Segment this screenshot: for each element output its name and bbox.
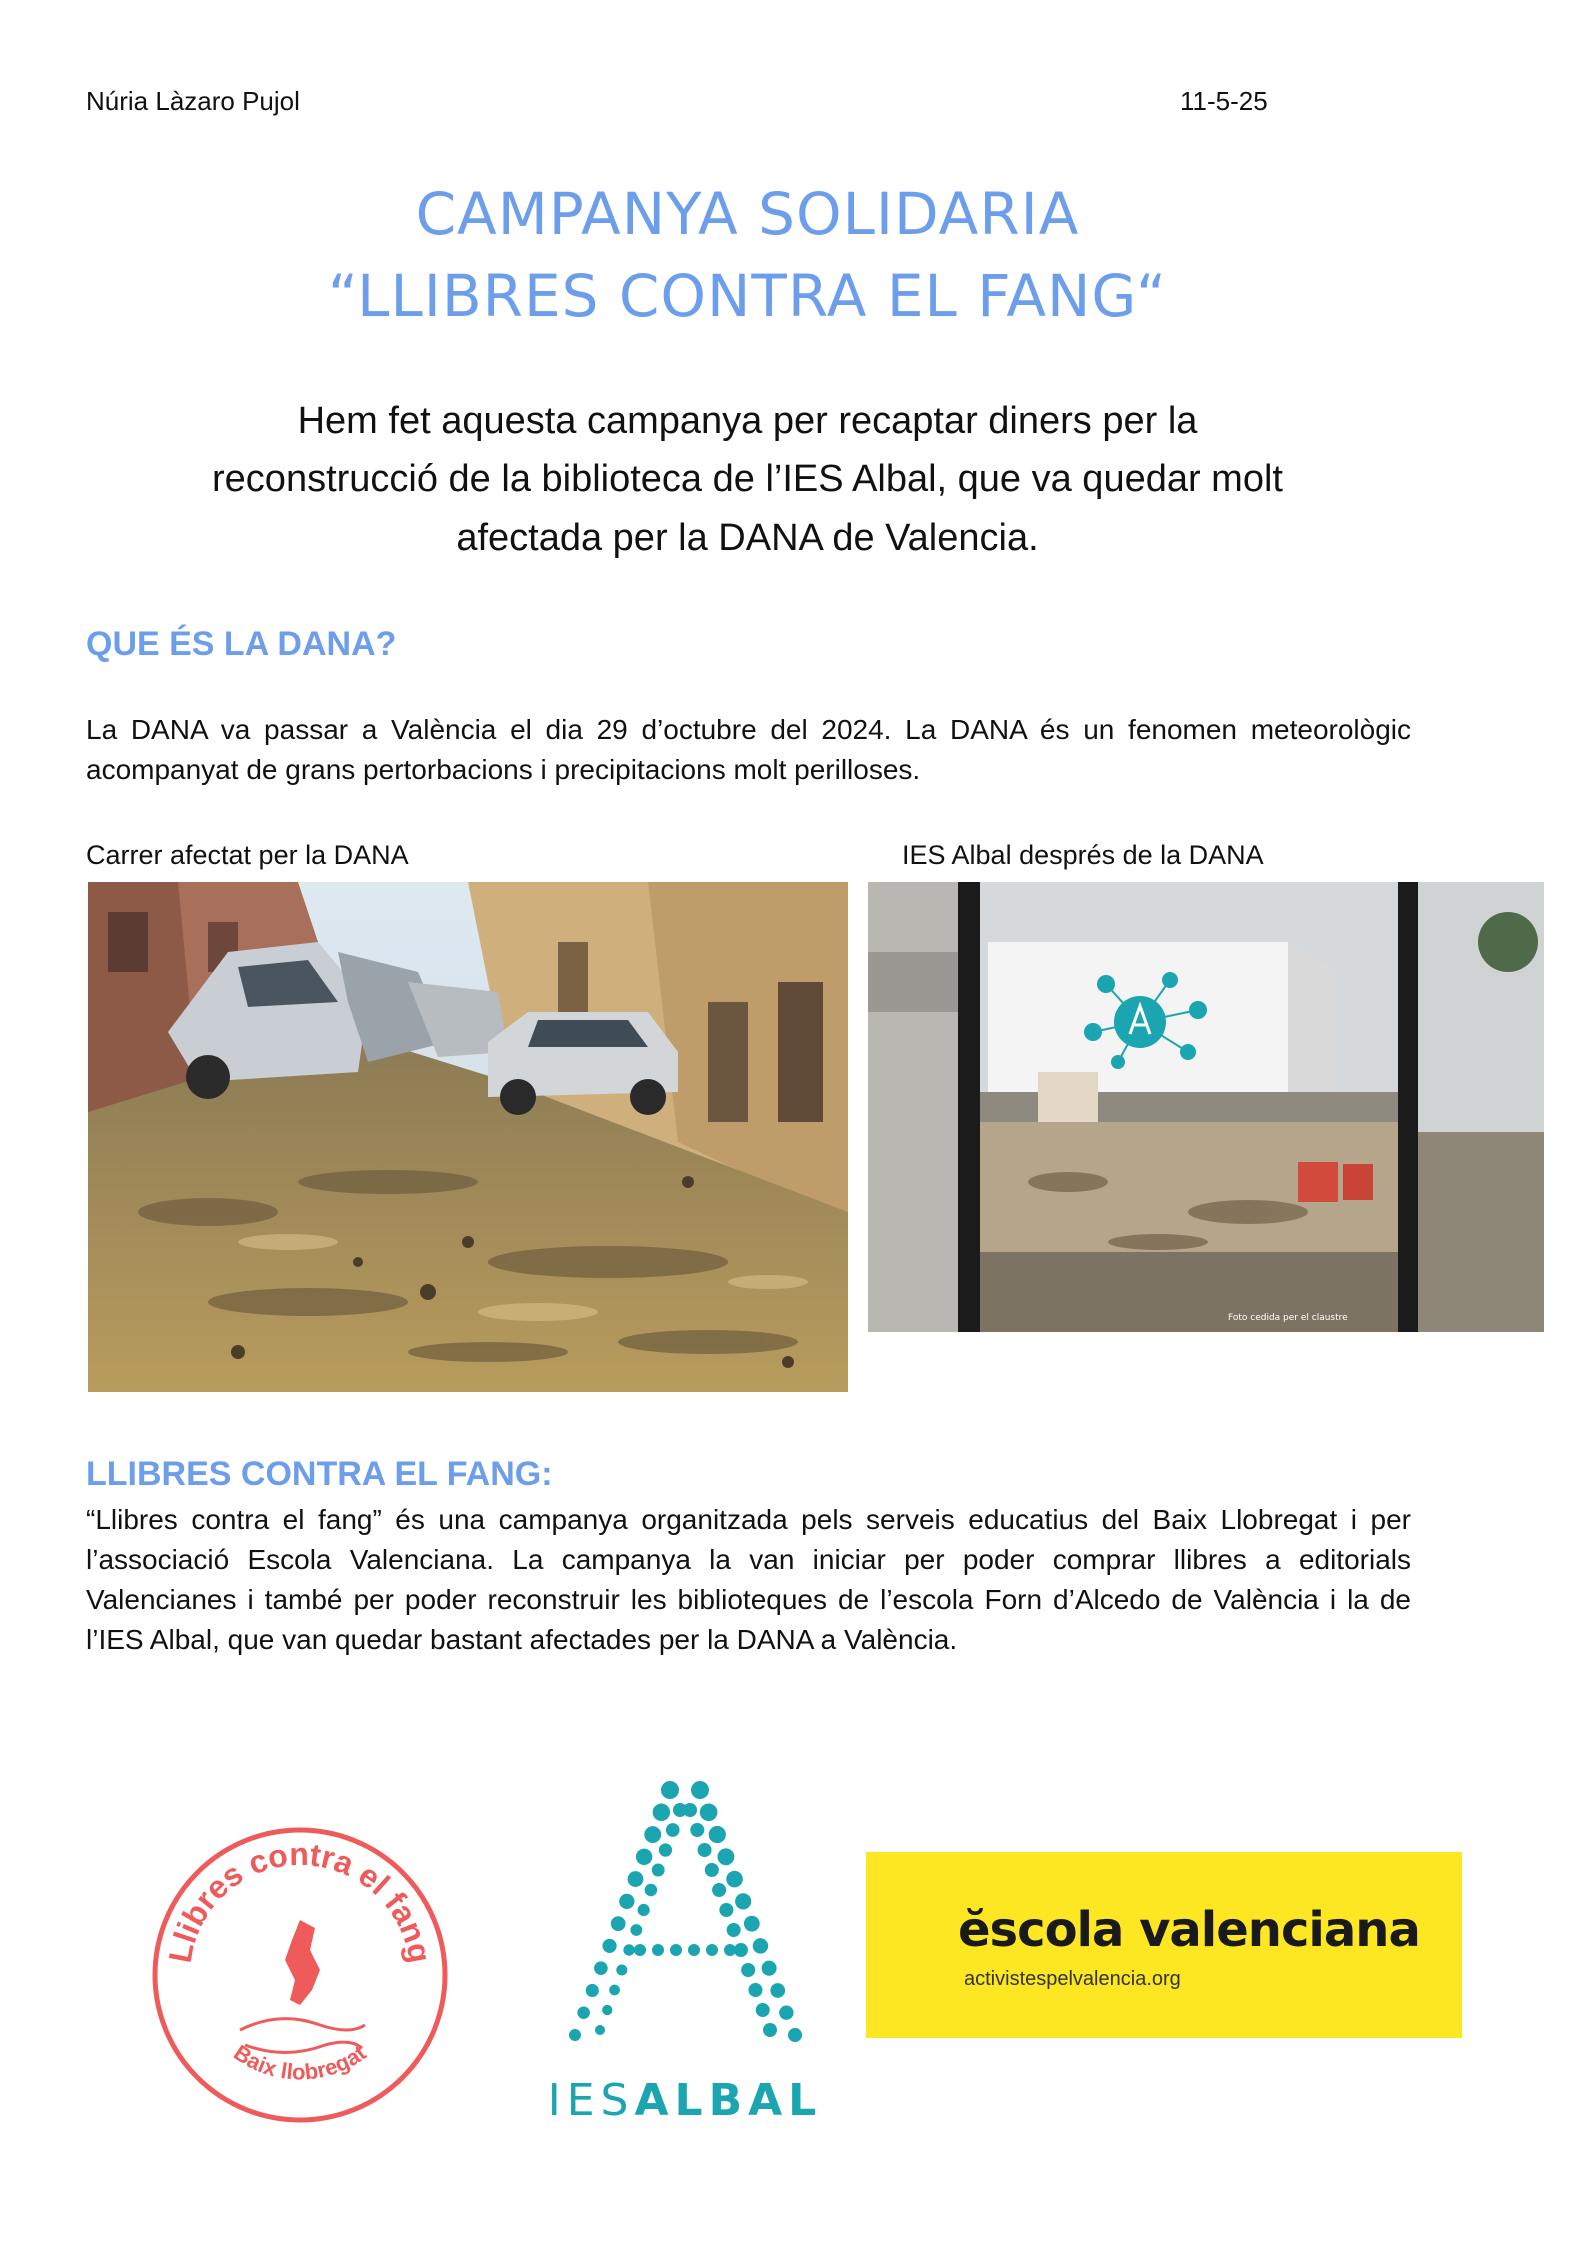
flooded-street-photo — [88, 882, 848, 1392]
photo-caption-street: Carrer afectat per la DANA — [86, 840, 409, 870]
photo-credit: Foto cedida per el claustre — [1228, 1313, 1348, 1323]
svg-text:IESALBAL — [550, 2075, 820, 2126]
document-date: 11-5-25 — [1180, 86, 1268, 116]
escola-logo-name: ĕscola valenciana — [958, 1902, 1420, 1958]
llibres-logo-bottom-text: Baix llobregat — [229, 2039, 371, 2085]
ies-albal-photo — [868, 882, 1544, 1332]
llibres-logo-top-text: Llibres contra el fang — [161, 1835, 439, 1966]
ies-logo-text-bold: ALBAL — [634, 2075, 820, 2126]
llibres-contra-el-fang-logo — [150, 1820, 450, 2130]
author-name: Núria Làzaro Pujol — [86, 86, 300, 116]
escola-valenciana-logo — [866, 1852, 1462, 2038]
intro-line-2: reconstrucció de la biblioteca de l’IES Albal, que va quedar molt — [212, 458, 1283, 500]
fang-paragraph: “Llibres contra el fang” és una campanya organitzada pels serveis educatius del Baix Llobregat i per l’associació Escola Valenciana. La campanya la van iniciar per poder comprar llibres a editorials Valencianes i també per poder reconstruir les biblioteques de l’escola Forn d’Alcedo de València i la de l’IES Albal, que van quedar bastant afectades per la DANA a València. — [86, 1504, 1411, 1655]
ies-logo-text-light: IES — [550, 2075, 635, 2126]
photo-caption-school: IES Albal després de la DANA — [902, 840, 1264, 870]
dana-paragraph: La DANA va passar a València el dia 29 d’octubre del 2024. La DANA és un fenomen meteorològic acompanyat de grans pertorbacions i precipitacions molt perilloses. — [86, 714, 1411, 785]
title-line-1: CAMPANYA SOLIDARIA — [415, 180, 1080, 248]
intro-line-3: afectada per la DANA de Valencia. — [456, 517, 1039, 559]
section-heading-dana: QUE ÉS LA DANA? — [86, 625, 397, 663]
escola-logo-url: activistespelvalencia.org — [964, 1968, 1181, 1990]
intro-line-1: Hem fet aquesta campanya per recaptar diners per la — [297, 400, 1198, 442]
section-heading-fang: LLIBRES CONTRA EL FANG: — [86, 1455, 553, 1493]
title-line-2: “LLIBRES CONTRA EL FANG“ — [327, 262, 1168, 330]
ies-albal-logo — [550, 1770, 820, 2130]
